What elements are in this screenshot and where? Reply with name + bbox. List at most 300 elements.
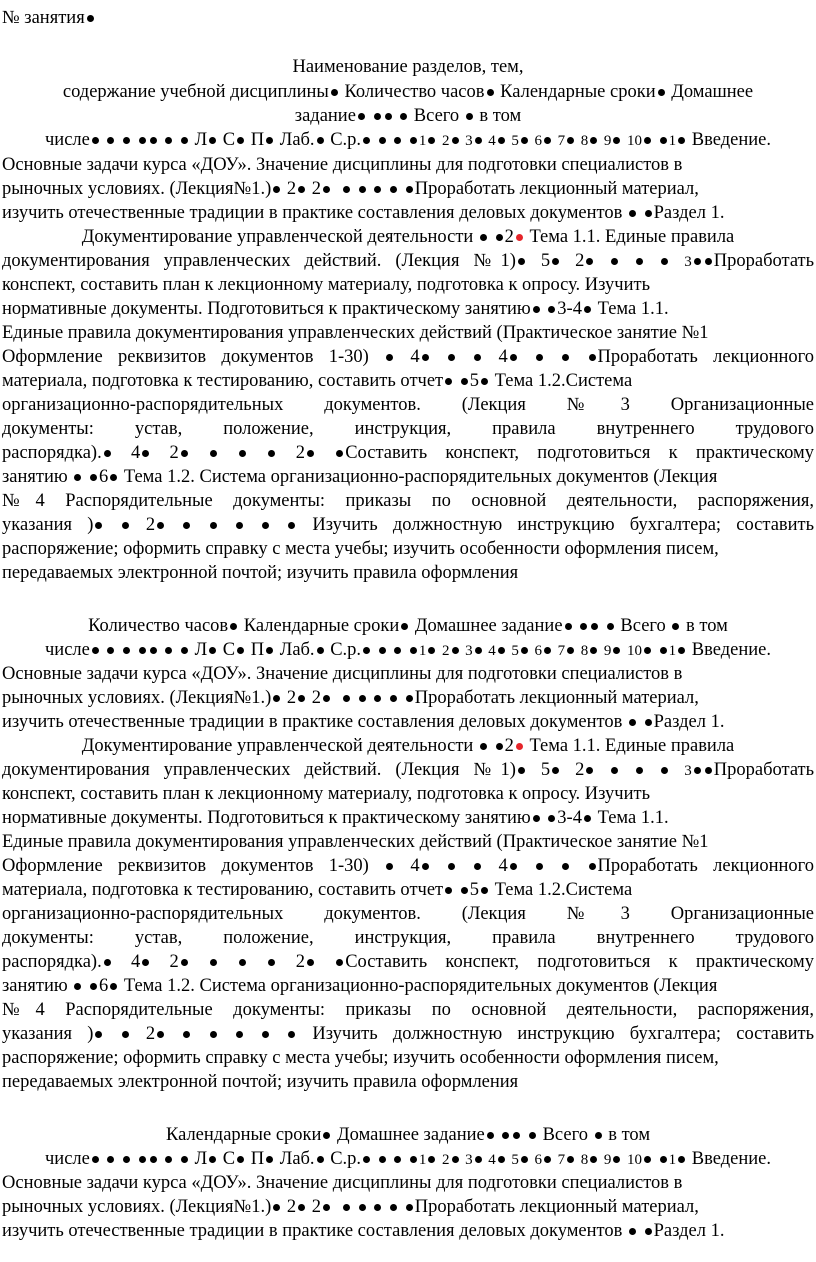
bullet-icon bbox=[209, 137, 216, 144]
bullet-icon bbox=[613, 647, 620, 654]
text-run: 1 bbox=[668, 643, 677, 659]
text-run: 9 bbox=[603, 133, 612, 149]
columns-row-block-1 bbox=[2, 128, 814, 154]
text-run: Составить конспект, подготовиться к практическому bbox=[345, 443, 815, 463]
text-run: 2 bbox=[286, 688, 297, 708]
bullet-icon bbox=[422, 354, 429, 361]
bullet-icon bbox=[536, 354, 543, 361]
text-run: С.р. bbox=[330, 130, 362, 150]
bullet-icon bbox=[181, 647, 188, 654]
bullet-icon bbox=[584, 815, 591, 822]
text-run: Лаб. bbox=[279, 130, 315, 150]
theme12-2: документы: устав, положение, инструкция, правила внутреннего трудового bbox=[2, 419, 814, 439]
bullet-icon bbox=[533, 306, 540, 313]
bullet-icon bbox=[487, 1132, 494, 1139]
bullet-icon bbox=[379, 647, 386, 654]
bullet-icon bbox=[104, 959, 111, 966]
theme12-1: организационно-распорядительных документов. (Лекция №3 Организационные bbox=[2, 904, 814, 924]
bullet-icon bbox=[104, 450, 111, 457]
bullet-icon bbox=[590, 1156, 597, 1163]
bullet-icon bbox=[110, 983, 117, 990]
red-bullet-icon bbox=[516, 234, 523, 241]
text-run: 4 bbox=[410, 856, 420, 876]
bullet-icon bbox=[613, 1156, 620, 1163]
practice-2 bbox=[2, 854, 814, 879]
bullet-icon bbox=[461, 378, 468, 385]
bullet-icon bbox=[209, 1156, 216, 1163]
text-run: 2 bbox=[145, 515, 156, 535]
bullet-icon bbox=[165, 137, 172, 144]
text-run: 2 bbox=[145, 1024, 156, 1044]
text-run: П bbox=[250, 130, 265, 150]
bullet-icon bbox=[406, 1204, 413, 1211]
text-run: 4 bbox=[130, 443, 141, 463]
bullet-icon bbox=[428, 137, 435, 144]
text-run: 2 bbox=[311, 1197, 321, 1217]
bullet-icon bbox=[607, 623, 614, 630]
bullet-icon bbox=[323, 695, 330, 702]
bullet-icon bbox=[157, 522, 164, 529]
bullet-icon bbox=[510, 354, 517, 361]
text-run: 2 bbox=[442, 643, 450, 659]
bullet-icon bbox=[644, 137, 651, 144]
bullet-icon bbox=[92, 137, 99, 144]
text-run: 6 bbox=[534, 643, 543, 659]
text-run: рыночных условиях. (Лекция№1.) bbox=[2, 688, 272, 708]
bullet-icon bbox=[475, 647, 482, 654]
bullet-icon bbox=[273, 186, 280, 193]
bullet-icon bbox=[645, 210, 652, 217]
text-run: числе bbox=[45, 130, 90, 150]
bullet-icon bbox=[567, 1156, 574, 1163]
text-run: 7 bbox=[557, 133, 566, 149]
bullet-icon bbox=[237, 647, 244, 654]
bullet-icon bbox=[548, 306, 555, 313]
text-run: С bbox=[222, 1149, 236, 1169]
bullet-icon bbox=[343, 1204, 350, 1211]
text-run: 2 bbox=[295, 952, 305, 972]
text-run: занятию bbox=[2, 467, 68, 487]
text-run: материала, подготовка к тестированию, составить отчет bbox=[2, 880, 444, 900]
work-instr-3: передаваемых электронной почтой; изучить правила оформления bbox=[2, 1072, 519, 1092]
text-run: 5 bbox=[511, 133, 519, 149]
bullet-icon bbox=[513, 1132, 520, 1139]
bullet-icon bbox=[239, 959, 246, 966]
bullet-icon bbox=[266, 1156, 273, 1163]
section1-title bbox=[2, 734, 814, 759]
bullet-icon bbox=[142, 450, 149, 457]
text-run: 2 bbox=[311, 179, 321, 199]
bullet-icon bbox=[181, 450, 188, 457]
bullet-icon bbox=[237, 1156, 244, 1163]
intro-body: Основные задачи курса «ДОУ». Значение дисциплины для подготовки специалистов в bbox=[2, 1173, 683, 1193]
text-run: Календарные сроки bbox=[165, 1125, 322, 1145]
bullet-icon bbox=[562, 354, 569, 361]
theme12-b bbox=[2, 465, 814, 490]
text-run: Оформление реквизитов документов 1-30) bbox=[2, 856, 369, 876]
bullet-icon bbox=[461, 887, 468, 894]
bullet-icon bbox=[273, 1204, 280, 1211]
bullet-icon bbox=[90, 474, 97, 481]
bullet-icon bbox=[552, 767, 559, 774]
red-bullet-icon bbox=[516, 743, 523, 750]
text-run: числе bbox=[45, 640, 90, 660]
text-run: нормативные документы. Подготовиться к практическому занятию bbox=[2, 808, 531, 828]
bullet-icon bbox=[533, 815, 540, 822]
bullet-icon bbox=[298, 186, 305, 193]
text-run: Домашнее bbox=[671, 82, 754, 102]
bullet-icon bbox=[498, 137, 505, 144]
bullet-icon bbox=[661, 767, 668, 774]
text-run: Проработать bbox=[713, 251, 815, 271]
bullet-icon bbox=[496, 234, 503, 241]
text-run: Количество часов bbox=[344, 82, 485, 102]
text-run: распорядка). bbox=[2, 952, 102, 972]
bullet-icon bbox=[536, 863, 543, 870]
bullet-icon bbox=[567, 137, 574, 144]
text-run: 7 bbox=[557, 1152, 566, 1168]
text-run: Раздел 1. bbox=[653, 1221, 725, 1241]
bullet-icon bbox=[475, 137, 482, 144]
work-lecture-2 bbox=[2, 1219, 814, 1244]
bullet-icon bbox=[359, 695, 366, 702]
text-run: указания ) bbox=[2, 1024, 94, 1044]
work-lecture-2 bbox=[2, 710, 814, 735]
text-run: Проработать лекционный материал, bbox=[414, 179, 699, 199]
repeat-header-2 bbox=[2, 614, 814, 639]
text-run: Всего bbox=[542, 1125, 588, 1145]
bullet-icon bbox=[567, 647, 574, 654]
bullet-icon bbox=[363, 137, 370, 144]
bullet-icon bbox=[363, 1156, 370, 1163]
bullet-icon bbox=[107, 137, 114, 144]
text-run: 3-4 bbox=[557, 299, 582, 319]
text-run: 1 bbox=[418, 133, 427, 149]
bullet-icon bbox=[323, 1204, 330, 1211]
text-run: Лаб. bbox=[279, 1149, 315, 1169]
text-run: Домашнее задание bbox=[337, 1125, 485, 1145]
work-lecture-2 bbox=[2, 201, 814, 226]
bullet-icon bbox=[544, 647, 551, 654]
bullet-icon bbox=[518, 258, 525, 265]
text-run: 3 bbox=[465, 643, 473, 659]
bullet-icon bbox=[552, 258, 559, 265]
bullet-icon bbox=[474, 863, 481, 870]
text-run: изучить отечественные традиции в практике составления деловых документов bbox=[2, 203, 623, 223]
text-run: Тема 1.1. bbox=[597, 808, 669, 828]
bullet-icon bbox=[660, 647, 667, 654]
bullet-icon bbox=[92, 647, 99, 654]
bullet-icon bbox=[498, 647, 505, 654]
text-run: С.р. bbox=[330, 640, 362, 660]
text-run: рыночных условиях. (Лекция№1.) bbox=[2, 179, 272, 199]
intro-body-2 bbox=[2, 177, 814, 202]
text-run: Введение. bbox=[691, 1149, 771, 1169]
bullet-icon bbox=[580, 623, 587, 630]
bullet-icon bbox=[343, 695, 350, 702]
intro-body-2 bbox=[2, 1195, 814, 1220]
bullet-icon bbox=[705, 258, 712, 265]
bullet-icon bbox=[262, 1031, 269, 1038]
bullet-icon bbox=[410, 1156, 417, 1163]
intro-body: Основные задачи курса «ДОУ». Значение дисциплины для подготовки специалистов в bbox=[2, 155, 683, 175]
text-run: 6 bbox=[99, 467, 109, 487]
bullet-icon bbox=[336, 959, 343, 966]
text-run: изучить отечественные традиции в практике составления деловых документов bbox=[2, 1221, 623, 1241]
text-run: Составить конспект, подготовиться к практическому bbox=[345, 952, 815, 972]
bullet-icon bbox=[273, 695, 280, 702]
text-run: 2 bbox=[575, 760, 585, 780]
text-run: занятию bbox=[2, 976, 68, 996]
bullet-icon bbox=[307, 959, 314, 966]
bullet-icon bbox=[428, 647, 435, 654]
bullet-icon bbox=[139, 1156, 146, 1163]
bullet-icon bbox=[363, 647, 370, 654]
bullet-icon bbox=[529, 1132, 536, 1139]
text-run: Домашнее задание bbox=[414, 616, 563, 636]
bullet-icon bbox=[658, 89, 665, 96]
bullet-icon bbox=[74, 983, 81, 990]
text-run: Всего bbox=[620, 616, 666, 636]
bullet-icon bbox=[317, 647, 324, 654]
bullet-icon bbox=[183, 1031, 190, 1038]
text-run: 9 bbox=[603, 643, 612, 659]
text-run: Количество часов bbox=[88, 616, 229, 636]
text-run: Тема 1.1. bbox=[597, 299, 669, 319]
text-run: 4 bbox=[130, 952, 141, 972]
text-run: 2 bbox=[295, 443, 305, 463]
bullet-icon bbox=[590, 137, 597, 144]
bullet-icon bbox=[452, 137, 459, 144]
bullet-icon bbox=[110, 474, 117, 481]
lecture4-2 bbox=[2, 1022, 814, 1047]
bullet-icon bbox=[448, 354, 455, 361]
work-test-2 bbox=[2, 878, 814, 903]
bullet-icon bbox=[636, 767, 643, 774]
bullet-icon bbox=[595, 1132, 602, 1139]
text-run: 5 bbox=[540, 251, 551, 271]
bullet-icon bbox=[586, 767, 593, 774]
bullet-icon bbox=[562, 863, 569, 870]
text-run: Календарные сроки bbox=[243, 616, 400, 636]
bullet-icon bbox=[480, 743, 487, 750]
bullet-icon bbox=[359, 1204, 366, 1211]
intro-body: Основные задачи курса «ДОУ». Значение дисциплины для подготовки специалистов в bbox=[2, 664, 683, 684]
text-run: Оформление реквизитов документов 1-30) bbox=[2, 347, 369, 367]
text-run: 4 bbox=[498, 856, 508, 876]
bullet-icon bbox=[694, 258, 701, 265]
bullet-icon bbox=[390, 186, 397, 193]
bullet-icon bbox=[165, 1156, 172, 1163]
bullet-icon bbox=[394, 1156, 401, 1163]
bullet-icon bbox=[386, 863, 393, 870]
work-instr-2: распоряжение; оформить справку с места учебы; изучить особенности оформления писем, bbox=[2, 1048, 719, 1068]
bullet-icon bbox=[474, 354, 481, 361]
text-run: Л bbox=[194, 1149, 208, 1169]
text-run: 5 bbox=[511, 643, 519, 659]
bullet-icon bbox=[589, 863, 596, 870]
bullet-icon bbox=[359, 186, 366, 193]
bullet-icon bbox=[323, 1132, 330, 1139]
bullet-icon bbox=[262, 522, 269, 529]
lesson-number-header bbox=[2, 6, 814, 31]
text-run: Проработать лекционного bbox=[597, 347, 815, 367]
text-run: в том bbox=[608, 1125, 651, 1145]
bullet-icon bbox=[401, 623, 408, 630]
text-run: документирования управленческих действий. (Лекция №1) bbox=[2, 251, 516, 271]
work-instr-2: распоряжение; оформить справку с места учебы; изучить особенности оформления писем, bbox=[2, 539, 719, 559]
bullet-icon bbox=[230, 623, 237, 630]
text-run: Проработать лекционного bbox=[597, 856, 815, 876]
text-run: 1 bbox=[418, 643, 427, 659]
section1-title bbox=[2, 225, 814, 250]
text-run: Документирование управленческой деятельности bbox=[81, 227, 474, 247]
work-instr-3: передаваемых электронной почтой; изучить правила оформления bbox=[2, 563, 519, 583]
bullet-icon bbox=[510, 863, 517, 870]
bullet-icon bbox=[150, 647, 157, 654]
text-run: числе bbox=[45, 1149, 90, 1169]
text-run: Тема 1.2. Система организационно-распорядительных документов (Лекция bbox=[123, 976, 718, 996]
practice-2 bbox=[2, 345, 814, 370]
bullet-icon bbox=[288, 1031, 295, 1038]
bullet-icon bbox=[498, 1156, 505, 1163]
text-run: 1 bbox=[668, 133, 677, 149]
text-run: 8 bbox=[580, 1152, 589, 1168]
text-run: Проработать лекционный материал, bbox=[414, 1197, 699, 1217]
bullet-icon bbox=[521, 1156, 528, 1163]
text-run: 4 bbox=[498, 347, 508, 367]
text-run: Тема 1.2.Система bbox=[494, 880, 633, 900]
text-run: Изучить должностную инструкцию бухгалтера; составить bbox=[312, 1024, 815, 1044]
text-run: 1 bbox=[668, 1152, 677, 1168]
text-run: П bbox=[250, 640, 265, 660]
bullet-icon bbox=[323, 186, 330, 193]
text-run: 7 bbox=[557, 643, 566, 659]
bullet-icon bbox=[317, 1156, 324, 1163]
bullet-icon bbox=[139, 137, 146, 144]
bullet-icon bbox=[288, 522, 295, 529]
bullet-icon bbox=[452, 647, 459, 654]
text-run: С bbox=[222, 130, 236, 150]
lesson-number-label: № занятия bbox=[2, 8, 85, 28]
text-run: 2 bbox=[311, 688, 321, 708]
text-run: 4 bbox=[410, 347, 420, 367]
text-run: Тема 1.2.Система bbox=[494, 371, 633, 391]
bullet-icon bbox=[502, 1132, 509, 1139]
bullet-icon bbox=[521, 137, 528, 144]
bullet-icon bbox=[678, 137, 685, 144]
bullet-icon bbox=[422, 863, 429, 870]
text-run: Проработать bbox=[713, 760, 815, 780]
bullet-icon bbox=[122, 1031, 129, 1038]
text-run: 2 bbox=[169, 952, 179, 972]
bullet-icon bbox=[122, 522, 129, 529]
bullet-icon bbox=[645, 1228, 652, 1235]
bullet-icon bbox=[358, 113, 365, 120]
bullet-icon bbox=[95, 1031, 102, 1038]
title-line-1: Наименование разделов, тем, bbox=[292, 57, 524, 77]
bullet-icon bbox=[645, 719, 652, 726]
bullet-icon bbox=[181, 137, 188, 144]
text-run: Календарные сроки bbox=[500, 82, 656, 102]
bullet-icon bbox=[239, 450, 246, 457]
text-run: 10 bbox=[627, 133, 643, 149]
bullet-icon bbox=[331, 89, 338, 96]
theme11-body bbox=[2, 758, 814, 784]
bullet-icon bbox=[317, 137, 324, 144]
bullet-icon bbox=[678, 1156, 685, 1163]
work-plan-3 bbox=[2, 806, 814, 831]
text-run: документирования управленческих действий. (Лекция №1) bbox=[2, 760, 516, 780]
text-run: 5 bbox=[469, 880, 480, 900]
lecture4-1: №4 Распорядительные документы: приказы по основной деятельности, распоряжения, bbox=[2, 491, 814, 511]
bullet-icon bbox=[298, 695, 305, 702]
practice-1: Единые правила документирования управленческих действий (Практическое занятие №1 bbox=[2, 323, 709, 343]
bullet-icon bbox=[406, 695, 413, 702]
bullet-icon bbox=[181, 1156, 188, 1163]
bullet-icon bbox=[385, 113, 392, 120]
text-run: С.р. bbox=[330, 1149, 362, 1169]
text-run: Тема 1.2. Система организационно-распорядительных документов (Лекция bbox=[123, 467, 718, 487]
bullet-icon bbox=[343, 186, 350, 193]
bullet-icon bbox=[428, 1156, 435, 1163]
text-run: Раздел 1. bbox=[653, 203, 725, 223]
bullet-icon bbox=[400, 113, 407, 120]
text-run: Лаб. bbox=[279, 640, 315, 660]
title-line-3 bbox=[2, 104, 814, 129]
bullet-icon bbox=[379, 137, 386, 144]
bullet-icon bbox=[613, 137, 620, 144]
bullet-icon bbox=[452, 1156, 459, 1163]
text-run: 6 bbox=[99, 976, 109, 996]
bullet-icon bbox=[150, 1156, 157, 1163]
bullet-icon bbox=[374, 695, 381, 702]
bullet-icon bbox=[90, 983, 97, 990]
theme12-3 bbox=[2, 950, 814, 975]
text-run: Проработать лекционный материал, bbox=[414, 688, 699, 708]
text-run: 8 bbox=[580, 133, 589, 149]
bullet-icon bbox=[589, 354, 596, 361]
bullet-icon bbox=[390, 1204, 397, 1211]
text-run: указания ) bbox=[2, 515, 94, 535]
text-run: 3-4 bbox=[557, 808, 582, 828]
text-run: рыночных условиях. (Лекция№1.) bbox=[2, 1197, 272, 1217]
bullet-icon bbox=[92, 1156, 99, 1163]
bullet-icon bbox=[406, 186, 413, 193]
bullet-icon bbox=[236, 1031, 243, 1038]
text-run: Изучить должностную инструкцию бухгалтера; составить bbox=[312, 515, 815, 535]
bullet-icon bbox=[629, 210, 636, 217]
text-run: в том bbox=[479, 106, 522, 126]
bullet-icon bbox=[586, 258, 593, 265]
intro-body-2 bbox=[2, 686, 814, 711]
bullet-icon bbox=[374, 113, 381, 120]
bullet-icon bbox=[445, 378, 452, 385]
text-run: П bbox=[250, 1149, 265, 1169]
bullet-icon bbox=[209, 647, 216, 654]
bullet-icon bbox=[210, 1031, 217, 1038]
lecture4-1: №4 Распорядительные документы: приказы по основной деятельности, распоряжения, bbox=[2, 1000, 814, 1020]
theme12-1: организационно-распорядительных документов. (Лекция №3 Организационные bbox=[2, 395, 814, 415]
bullet-icon bbox=[565, 623, 572, 630]
bullet-icon bbox=[475, 1156, 482, 1163]
lecture4-2 bbox=[2, 513, 814, 538]
bullet-icon bbox=[95, 522, 102, 529]
text-run: 1 bbox=[418, 1152, 427, 1168]
text-run: Документирование управленческой деятельности bbox=[81, 736, 474, 756]
text-run: 4 bbox=[488, 643, 496, 659]
theme12-b bbox=[2, 974, 814, 999]
